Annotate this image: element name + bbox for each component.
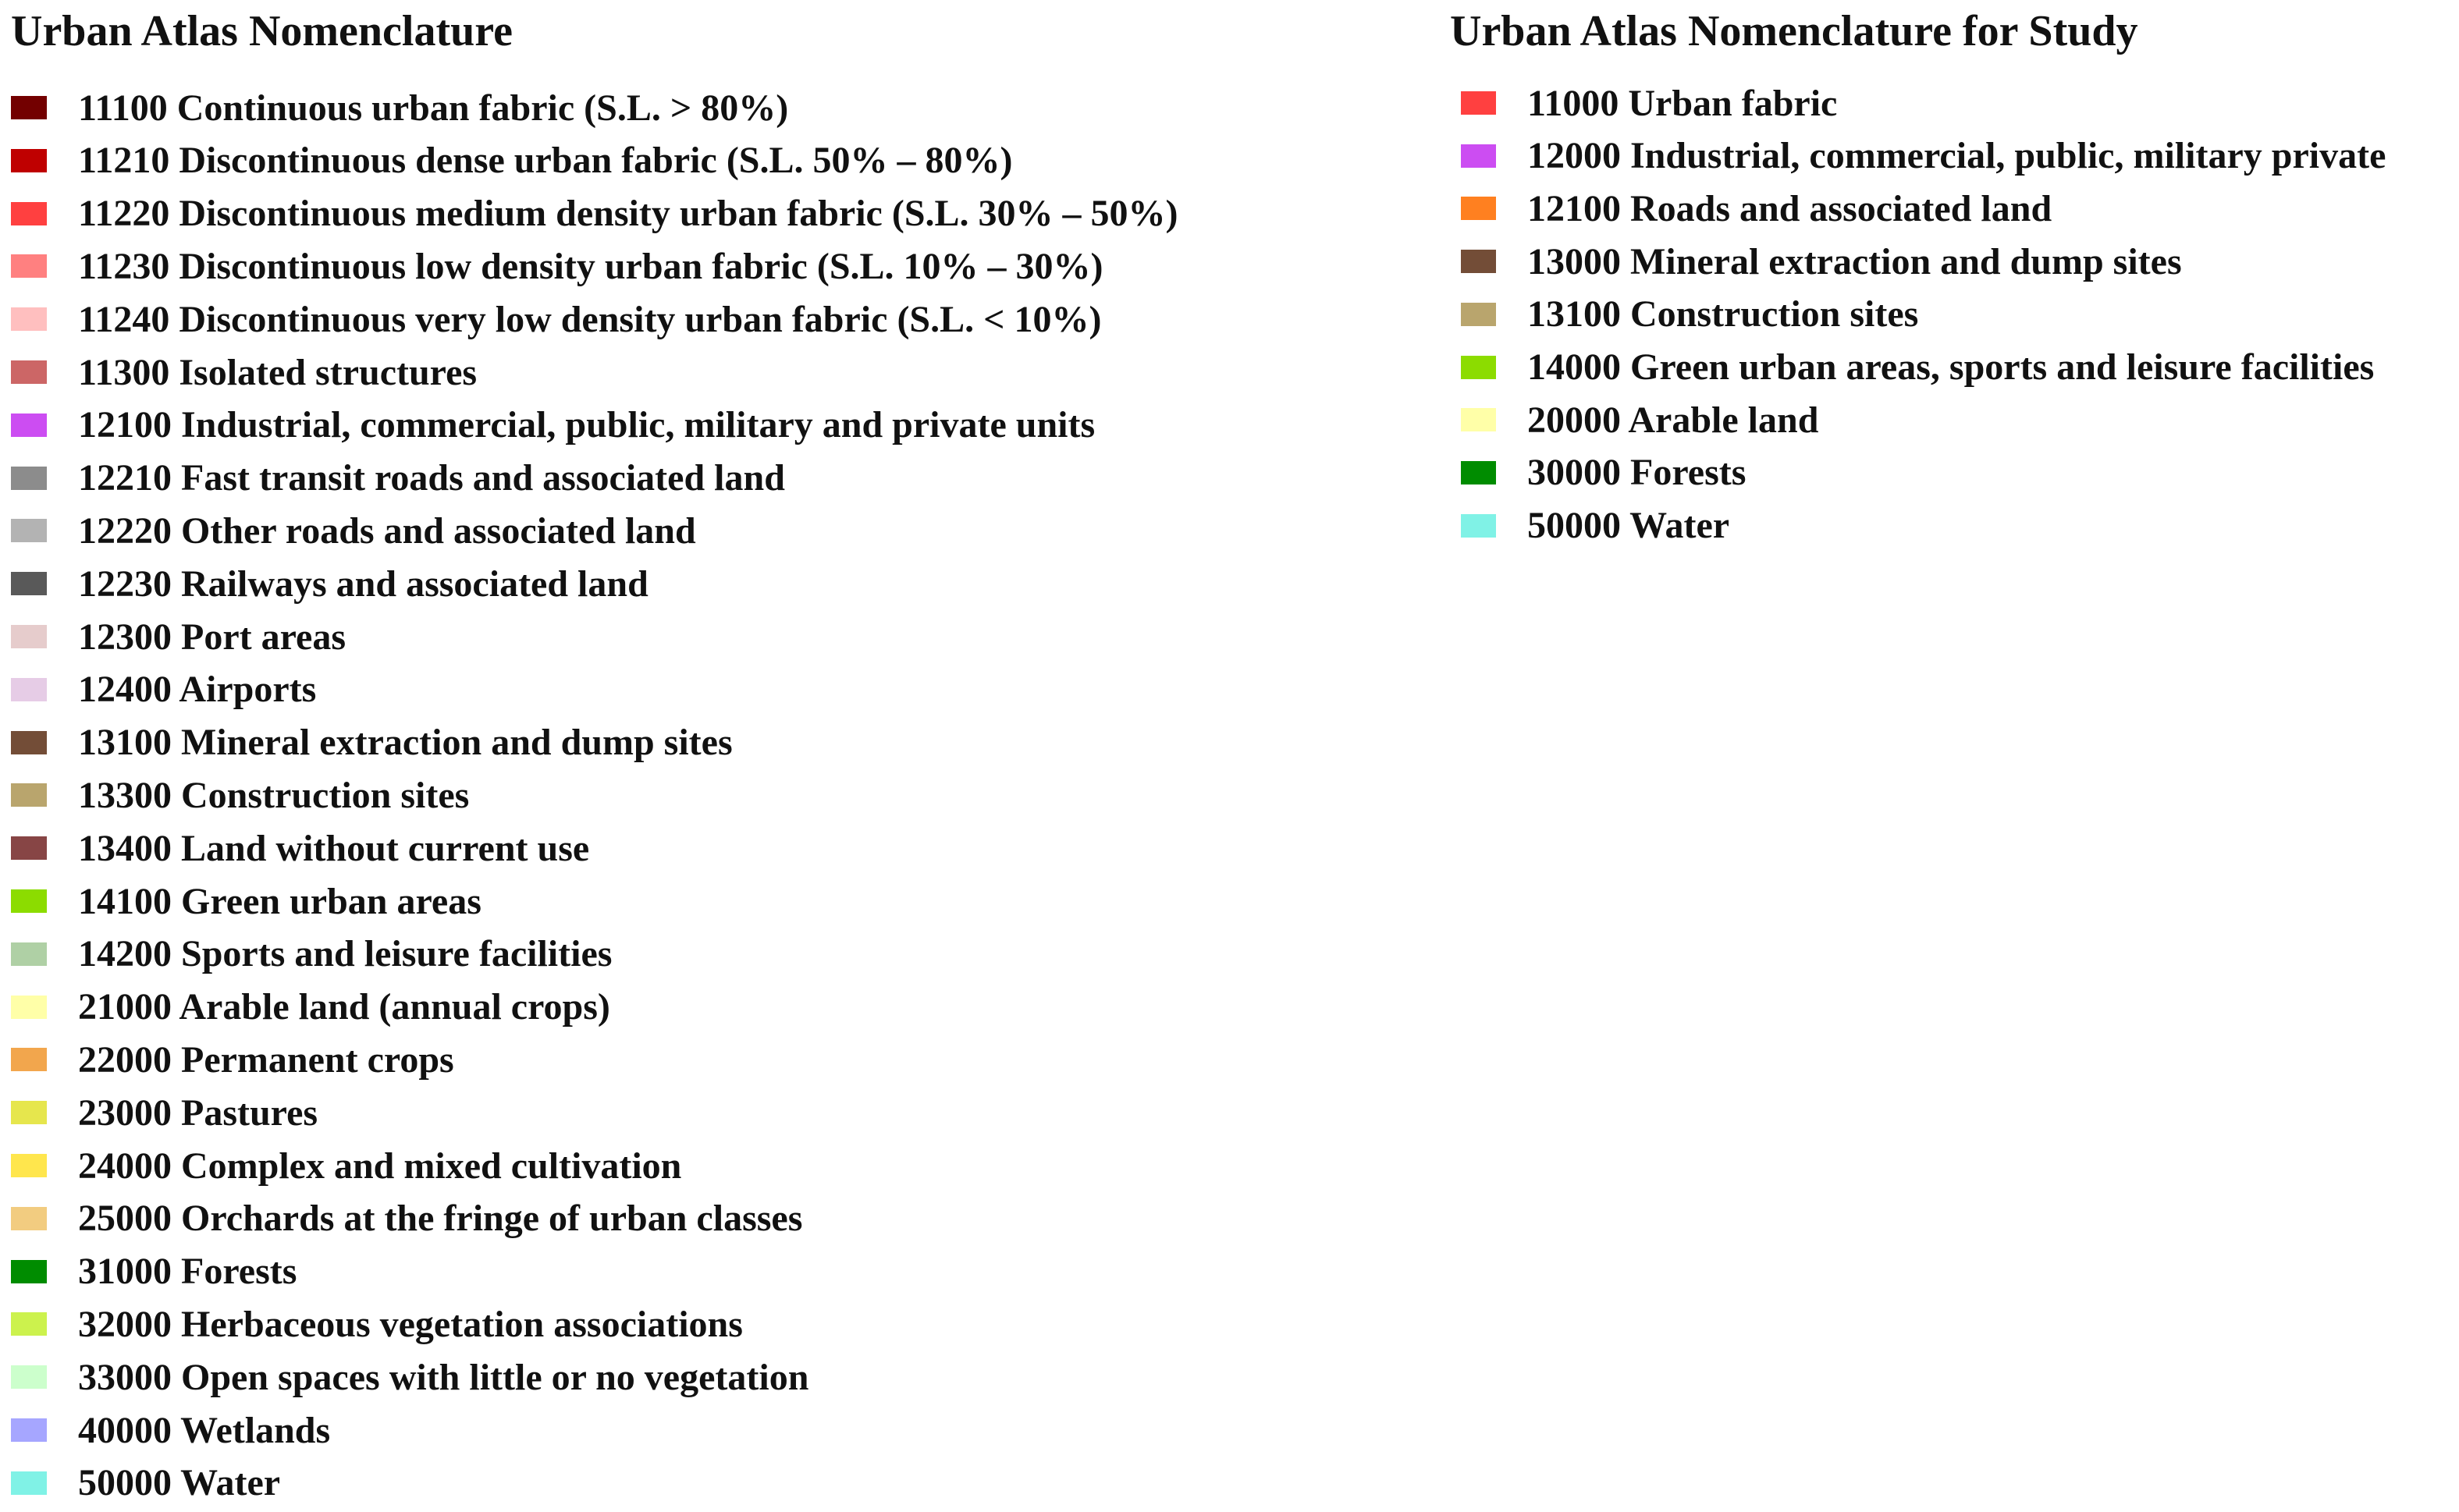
color-swatch bbox=[11, 202, 47, 225]
legend-item bbox=[1450, 238, 2182, 285]
color-swatch bbox=[11, 1365, 47, 1389]
color-swatch bbox=[1461, 461, 1496, 484]
legend-item bbox=[11, 137, 1013, 184]
color-swatch bbox=[11, 519, 47, 542]
legend-item bbox=[11, 1142, 681, 1189]
legend-item bbox=[11, 402, 1095, 449]
legend-item bbox=[11, 507, 696, 554]
color-swatch bbox=[1461, 303, 1496, 326]
legend-item-label: 23000 Pastures bbox=[78, 1091, 318, 1134]
color-swatch bbox=[11, 1207, 47, 1230]
legend-item bbox=[11, 1460, 280, 1507]
legend-item-label: 13300 Construction sites bbox=[78, 774, 470, 816]
color-swatch bbox=[11, 307, 47, 331]
legend-item-label: 11300 Isolated structures bbox=[78, 351, 478, 393]
legend-item-label: 50000 Water bbox=[78, 1462, 281, 1504]
legend-item bbox=[1450, 80, 1837, 126]
legend-item-label: 13100 Mineral extraction and dump sites bbox=[78, 722, 733, 764]
legend-item-label: 14100 Green urban areas bbox=[78, 880, 481, 922]
color-swatch bbox=[1461, 514, 1496, 538]
color-swatch bbox=[11, 1154, 47, 1177]
color-swatch bbox=[11, 996, 47, 1019]
legend-item-label: 14200 Sports and leisure facilities bbox=[78, 933, 613, 975]
color-swatch bbox=[1461, 408, 1496, 431]
legend-item bbox=[1450, 344, 2374, 391]
color-swatch bbox=[11, 1048, 47, 1071]
legend-item bbox=[11, 719, 733, 766]
legend-item-label: 11000 Urban fabric bbox=[1527, 82, 1838, 124]
legend-item bbox=[11, 455, 785, 502]
legend-item bbox=[1450, 133, 2386, 179]
legend-item bbox=[1450, 291, 1918, 338]
legend-item-label: 40000 Wetlands bbox=[78, 1409, 331, 1451]
legend-item-label: 11210 Discontinuous dense urban fabric (S.L. 50% – 80%) bbox=[78, 140, 1013, 182]
legend-item bbox=[11, 84, 788, 131]
color-swatch bbox=[1461, 250, 1496, 273]
legend-item bbox=[11, 878, 481, 925]
legend-item bbox=[1450, 396, 1818, 443]
legend-item-label: 12220 Other roads and associated land bbox=[78, 509, 696, 552]
legend-item-label: 12100 Industrial, commercial, public, military and private units bbox=[78, 404, 1096, 446]
color-swatch bbox=[1461, 144, 1496, 168]
legend-item bbox=[11, 243, 1103, 289]
legend-item-label: 11220 Discontinuous medium density urban fabric (S.L. 30% – 50%) bbox=[78, 193, 1178, 235]
legend-item bbox=[1450, 502, 1729, 549]
legend-item bbox=[11, 666, 316, 713]
color-swatch bbox=[11, 783, 47, 807]
legend-item-label: 21000 Arable land (annual crops) bbox=[78, 986, 610, 1028]
color-swatch bbox=[11, 149, 47, 172]
legend-item bbox=[11, 1354, 808, 1400]
legend-item-label: 25000 Orchards at the fringe of urban classes bbox=[78, 1198, 803, 1240]
legend-item-label: 11230 Discontinuous low density urban fabric (S.L. 10% – 30%) bbox=[78, 245, 1103, 287]
legend-item-label: 20000 Arable land bbox=[1527, 399, 1819, 441]
color-swatch bbox=[11, 572, 47, 595]
legend-item bbox=[11, 1301, 743, 1347]
legend-item bbox=[11, 296, 1101, 343]
color-swatch bbox=[11, 254, 47, 278]
legend-item bbox=[11, 560, 649, 607]
legend-item bbox=[11, 1089, 318, 1136]
color-swatch bbox=[11, 678, 47, 701]
legend-item-label: 13000 Mineral extraction and dump sites bbox=[1527, 240, 2182, 282]
color-swatch bbox=[11, 1471, 47, 1495]
legend-title: Urban Atlas Nomenclature bbox=[11, 7, 513, 55]
legend-item bbox=[11, 984, 610, 1031]
legend-item-label: 11100 Continuous urban fabric (S.L. > 80%) bbox=[78, 87, 789, 129]
legend-item-label: 24000 Complex and mixed cultivation bbox=[78, 1145, 682, 1187]
color-swatch bbox=[11, 467, 47, 490]
legend-item-label: 12300 Port areas bbox=[78, 616, 346, 658]
color-swatch bbox=[11, 889, 47, 913]
color-swatch bbox=[11, 96, 47, 119]
color-swatch bbox=[1461, 197, 1496, 220]
legend-item bbox=[1450, 449, 1746, 496]
legend-item-label: 13100 Construction sites bbox=[1527, 293, 1919, 335]
color-swatch bbox=[11, 1312, 47, 1336]
legend-item-label: 12000 Industrial, commercial, public, military private bbox=[1527, 135, 2386, 177]
color-swatch bbox=[11, 1260, 47, 1283]
color-swatch bbox=[11, 942, 47, 966]
legend-title: Urban Atlas Nomenclature for Study bbox=[1450, 7, 2138, 55]
legend-item-label: 11240 Discontinuous very low density urban fabric (S.L. < 10%) bbox=[78, 298, 1102, 340]
legend-item-label: 14000 Green urban areas, sports and leisure facilities bbox=[1527, 346, 2375, 388]
color-swatch bbox=[11, 625, 47, 648]
legend-item bbox=[11, 190, 1178, 237]
legend-item bbox=[11, 931, 612, 978]
legend-item-label: 12210 Fast transit roads and associated land bbox=[78, 457, 785, 499]
legend-item-label: 12230 Railways and associated land bbox=[78, 563, 649, 605]
legend-item bbox=[11, 1407, 330, 1453]
color-swatch bbox=[11, 1418, 47, 1442]
legend-item bbox=[11, 1195, 802, 1242]
legend-item-label: 50000 Water bbox=[1527, 505, 1730, 547]
legend-item bbox=[11, 1248, 297, 1295]
legend-item-label: 30000 Forests bbox=[1527, 452, 1747, 494]
legend-item bbox=[1450, 185, 2052, 232]
color-swatch bbox=[11, 836, 47, 860]
legend-item-label: 22000 Permanent crops bbox=[78, 1038, 454, 1081]
color-swatch bbox=[11, 413, 47, 437]
legend-item bbox=[11, 349, 477, 396]
legend-item-label: 12400 Airports bbox=[78, 669, 317, 711]
color-swatch bbox=[11, 731, 47, 754]
legend-item bbox=[11, 772, 469, 818]
color-swatch bbox=[11, 1101, 47, 1124]
color-swatch bbox=[1461, 356, 1496, 379]
legend-item-label: 31000 Forests bbox=[78, 1251, 297, 1293]
legend-item bbox=[11, 825, 589, 871]
legend-item bbox=[11, 1036, 454, 1083]
legend-item-label: 13400 Land without current use bbox=[78, 827, 590, 869]
legend-item-label: 12100 Roads and associated land bbox=[1527, 187, 2052, 229]
legend-item-label: 33000 Open spaces with little or no vegetation bbox=[78, 1356, 809, 1398]
legend-item-label: 32000 Herbaceous vegetation associations bbox=[78, 1303, 743, 1345]
legend-item bbox=[11, 613, 346, 660]
color-swatch bbox=[11, 360, 47, 384]
color-swatch bbox=[1461, 91, 1496, 115]
